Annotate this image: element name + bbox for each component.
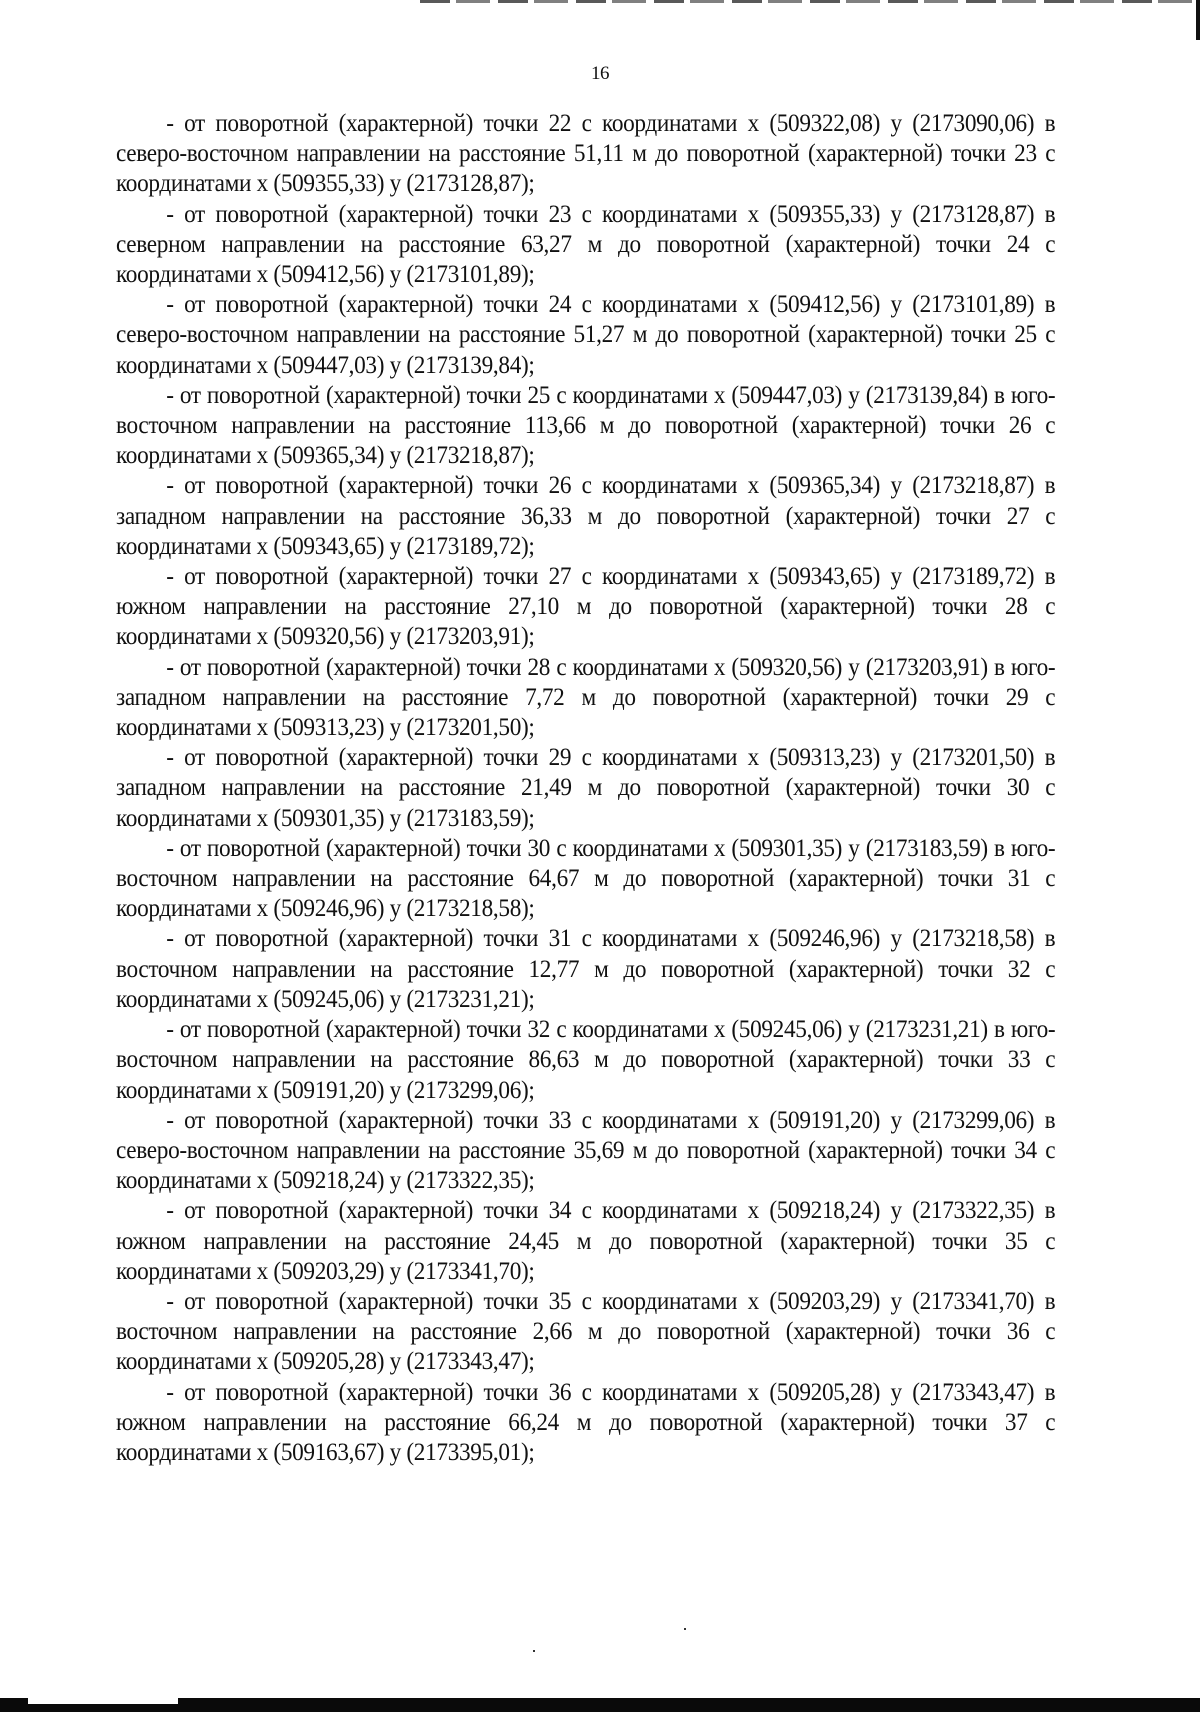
boundary-segment-paragraph: - от поворотной (характерной) точки 30 с координатами х (509301,35) у (2173183,59) в юго-восточном направлении на расстояние 64,67 м до поворотной (характерной) точки 31 с координатами х (509246,96) у (2173218,58); [116,834,1056,923]
boundary-segment-paragraph: - от поворотной (характерной) точки 26 с координатами х (509365,34) у (2173218,87) в западном направлении на расстояние 36,33 м до поворотной (характерной) точки 27 с координатами х (509343,65) у (2173189,72); [116,472,1056,560]
page-number: 16 [591,63,609,84]
boundary-segment-paragraph: - от поворотной (характерной) точки 25 с координатами х (509447,03) у (2173139,84) в юго-восточном направлении на расстояние 113,66 м до поворотной (характерной) точки 26 с координатами х (509365,34) у (2173218,87); [116,381,1056,470]
scan-edge-bottom [0,1698,1200,1712]
boundary-segment-paragraph: - от поворотной (характерной) точки 33 с координатами х (509191,20) у (2173299,06) в северо-восточном направлении на расстояние 35,69 м до поворотной (характерной) точки 34 с координатами х (509218,24) у (2173322,35); [116,1106,1056,1195]
boundary-segment-paragraph: - от поворотной (характерной) точки 28 с координатами х (509320,56) у (2173203,91) в юго-западном направлении на расстояние 7,72 м до поворотной (характерной) точки 29 с координатами х (509313,23) у (2173201,50); [116,653,1056,742]
scan-edge-bottom-gap [28,1698,178,1704]
boundary-segment-paragraph: - от поворотной (характерной) точки 22 с координатами х (509322,08) у (2173090,06) в северо-восточном направлении на расстояние 51,11 м до поворотной (характерной) точки 23 с координатами х (509355,33) у (2173128,87); [116,110,1056,198]
boundary-segment-paragraph: - от поворотной (характерной) точки 29 с координатами х (509313,23) у (2173201,50) в западном направлении на расстояние 21,49 м до поворотной (характерной) точки 30 с координатами х (509301,35) у (2173183,59); [116,744,1056,832]
scan-edge-right [1196,0,1200,40]
boundary-segment-paragraph: - от поворотной (характерной) точки 31 с координатами х (509246,96) у (2173218,58) в восточном направлении на расстояние 12,77 м до поворотной (характерной) точки 32 с координатами х (509245,06) у (2173231,21); [116,925,1056,1013]
document-body [116,109,1055,1468]
boundary-segment-paragraph: - от поворотной (характерной) точки 23 с координатами х (509355,33) у (2173128,87) в северном направлении на расстояние 63,27 м до поворотной (характерной) точки 24 с координатами х (509412,56) у (2173101,89); [116,200,1056,289]
boundary-segment-paragraph: - от поворотной (характерной) точки 24 с координатами х (509412,56) у (2173101,89) в северо-восточном направлении на расстояние 51,27 м до поворотной (характерной) точки 25 с координатами х (509447,03) у (2173139,84); [116,291,1056,379]
scan-speck [684,1628,686,1630]
boundary-segment-paragraph: - от поворотной (характерной) точки 35 с координатами х (509203,29) у (2173341,70) в восточном направлении на расстояние 2,66 м до поворотной (характерной) точки 36 с координатами х (509205,28) у (2173343,47); [116,1287,1056,1376]
boundary-segment-paragraph: - от поворотной (характерной) точки 32 с координатами х (509245,06) у (2173231,21) в юго-восточном направлении на расстояние 86,63 м до поворотной (характерной) точки 33 с координатами х (509191,20) у (2173299,06); [116,1016,1056,1104]
boundary-segment-paragraph: - от поворотной (характерной) точки 27 с координатами х (509343,65) у (2173189,72) в южном направлении на расстояние 27,10 м до поворотной (характерной) точки 28 с координатами х (509320,56) у (2173203,91); [116,563,1056,651]
boundary-segment-paragraph: - от поворотной (характерной) точки 36 с координатами х (509205,28) у (2173343,47) в южном направлении на расстояние 66,24 м до поворотной (характерной) точки 37 с координатами х (509163,67) у (2173395,01); [116,1378,1056,1466]
scan-edge-top [420,0,1200,3]
scan-speck [533,1650,535,1652]
boundary-segment-paragraph: - от поворотной (характерной) точки 34 с координатами х (509218,24) у (2173322,35) в южном направлении на расстояние 24,45 м до поворотной (характерной) точки 35 с координатами х (509203,29) у (2173341,70); [116,1197,1056,1285]
